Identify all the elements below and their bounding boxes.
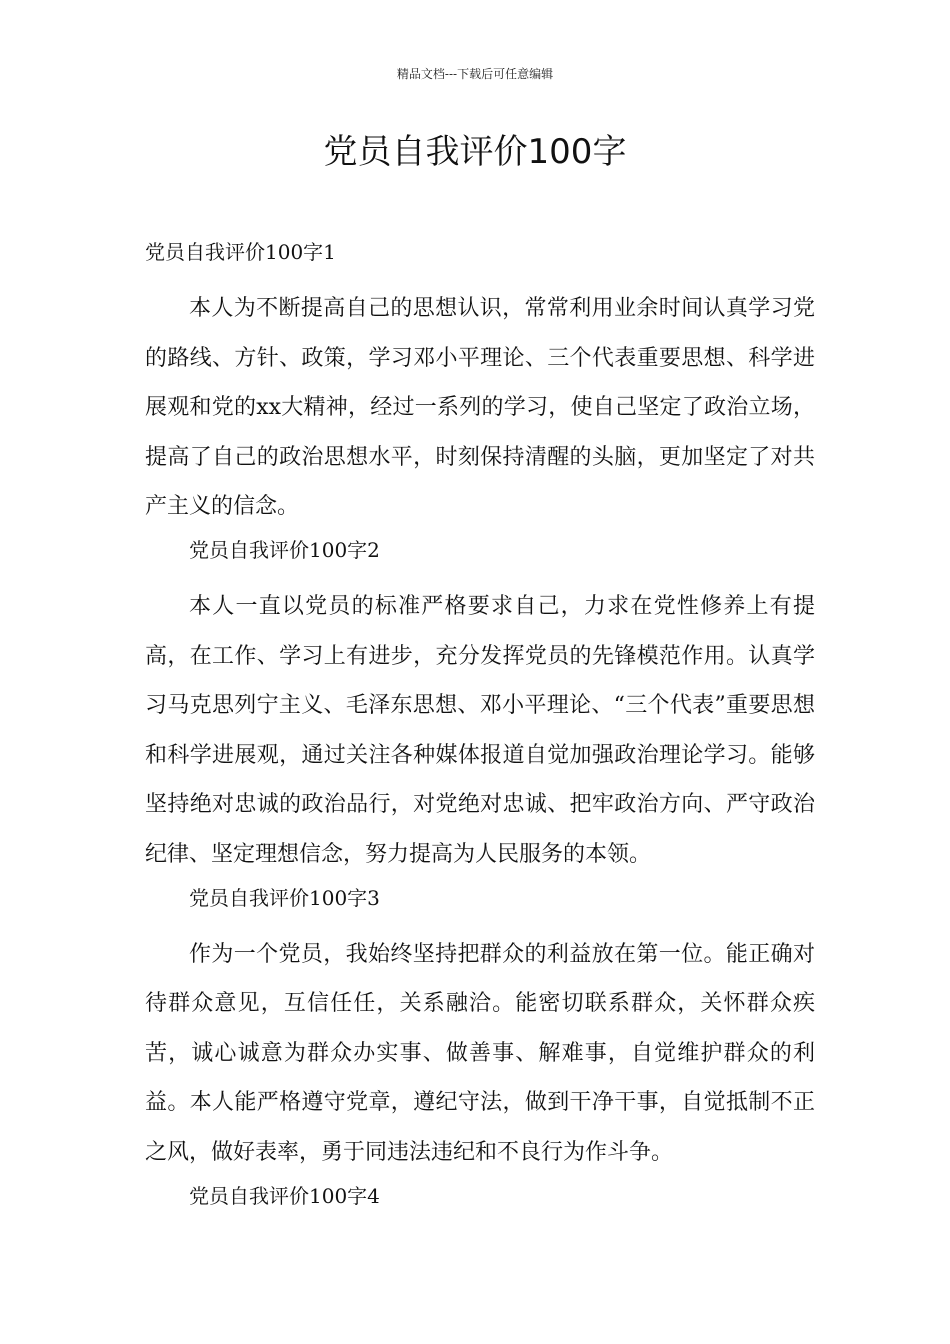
section-heading: 党员自我评价100字2 <box>189 538 380 562</box>
page-header: 精品文档---下载后可任意编辑 <box>396 67 554 81</box>
section-heading: 党员自我评价100字4 <box>189 1183 380 1208</box>
section-heading: 党员自我评价100字1 <box>145 240 336 264</box>
document-title: 党员自我评价100字 <box>323 132 627 172</box>
section-paragraph: 本人为不断提高自己的思想认识，常常利用业余时间认真学习党的路线、方针、政策，学习邓小平理论、三个代表重要思想、科学进展观和党的xx大精神，经过一系列的学习，使自己坚定了政治立场，提高了自己的政治思想水平，时刻保持清醒的头脑，更加坚定了对共产主义的信念。 <box>145 296 815 519</box>
section-paragraph: 本人一直以党员的标准严格要求自己，力求在党性修养上有提高，在工作、学习上有进步，充分发挥党员的先锋模范作用。认真学习马克思列宁主义、毛泽东思想、邓小平理论、“三个代表”重要思想和科学进展观，通过关注各种媒体报道自觉加强政治理论学习。能够坚持绝对忠诚的政治品行，对党绝对忠诚、把牢政治方向、严守政治纪律、坚定理想信念，努力提高为人民服务的本领。 <box>145 594 815 867</box>
section-paragraph: 作为一个党员，我始终坚持把群众的利益放在第一位。能正确对待群众意见，互信任任，关系融洽。能密切联系群众，关怀群众疾苦，诚心诚意为群众办实事、做善事、解难事，自觉维护群众的利益。本人能严格遵守党章，遵纪守法，做到干净干事，自觉抵制不正之风，做好表率，勇于同违法违纪和不良行为作斗争。 <box>145 941 815 1165</box>
section-heading: 党员自我评价100字3 <box>189 885 380 910</box>
document-body <box>145 234 815 1228</box>
